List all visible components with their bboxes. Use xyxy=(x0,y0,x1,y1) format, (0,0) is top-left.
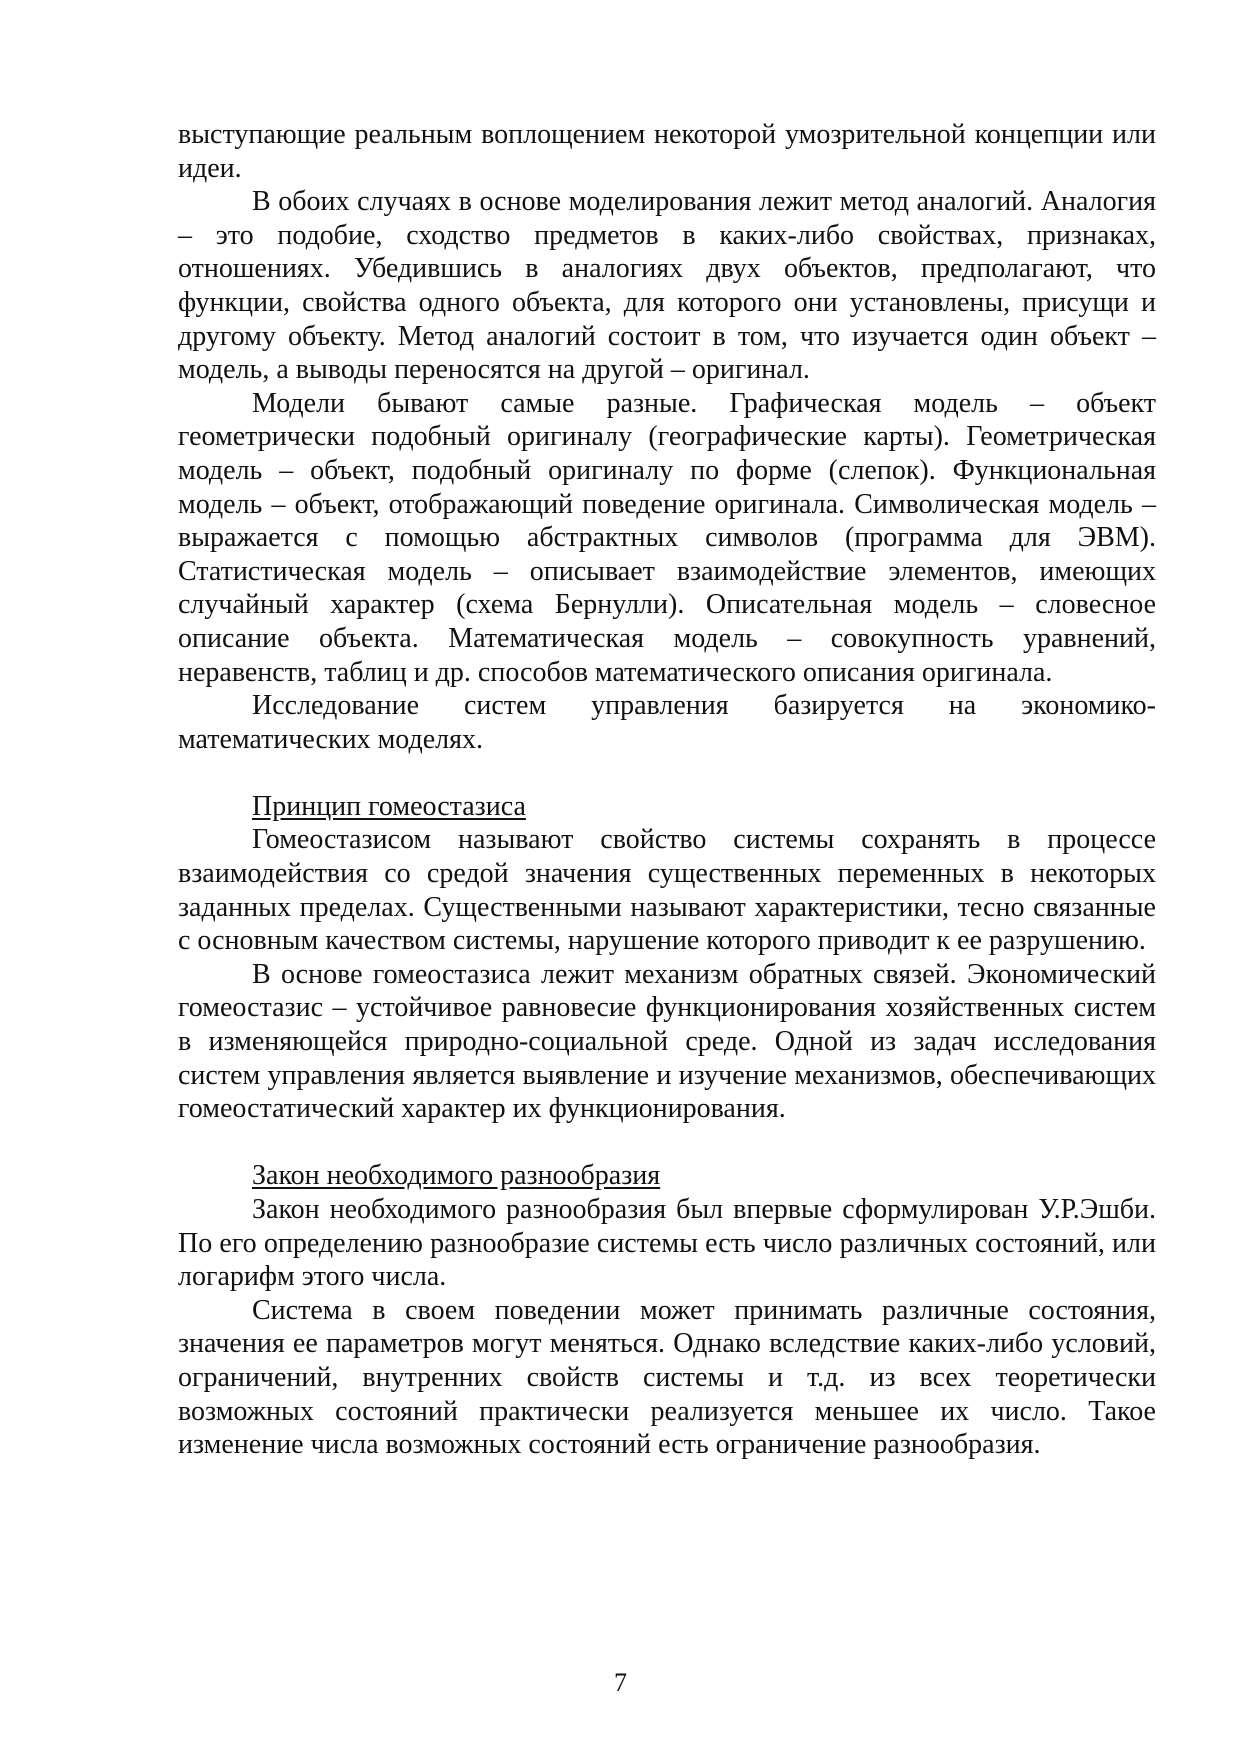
paragraph-control-systems: Исследование систем управления базируется на экономико-математических моделях. xyxy=(178,690,1156,755)
heading-homeostasis: Принцип гомеостазиса xyxy=(252,790,526,822)
page-number: 7 xyxy=(614,1668,627,1697)
paragraph-variety-limitation: Система в своем поведении может принимать различные состояния, значения ее параметров могут меняться. Однако вследствие каких-либо условий, ограничений, внутренних свойств системы и т.д. из всех теоретически возможных состояний практически реализуется меньшее их число. Такое изменение числа возможных состояний есть ограничение разнообразия. xyxy=(178,1294,1156,1461)
paragraph-variety-definition: Закон необходимого разнообразия был впервые сформулирован У.Р.Эшби. По его определению разнообразие системы есть число различных состояний, или логарифм этого числа. xyxy=(178,1194,1156,1293)
paragraph-analogy: В обоих случаях в основе моделирования лежит метод аналогий. Аналогия – это подобие, сходство предметов в каких-либо свойствах, признаках, отношениях. Убедившись в аналогиях двух объектов, предполагают, что функции, свойства одного объекта, для которого они установлены, присущи и другому объекту. Метод аналогий состоит в том, что изучается один объект – модель, а выводы переносятся на другой – оригинал. xyxy=(178,186,1156,386)
paragraph-continuation: выступающие реальным воплощением некоторой умозрительной концепции или идеи. xyxy=(178,119,1156,184)
paragraph-homeostasis-mechanism: В основе гомеостазиса лежит механизм обратных связей. Экономический гомеостазис – устойчивое равновесие функционирования хозяйственных систем в изменяющейся природно-социальной среде. Одной из задач исследования систем управления является выявление и изучение механизмов, обеспечивающих гомеостатический характер их функционирования. xyxy=(178,958,1156,1125)
document-page xyxy=(178,118,1156,1462)
paragraph-model-types: Модели бывают самые разные. Графическая модель – объект геометрически подобный оригиналу (географические карты). Геометрическая модель – объект, подобный оригиналу по форме (слепок). Функциональная модель – объект, отображающий поведение оригинала. Символическая модель – выражается с помощью абстрактных символов (программа для ЭВМ). Статистическая модель – описывает взаимодействие элементов, имеющих случайный характер (схема Бернулли). Описательная модель – словесное описание объекта. Математическая модель – совокупность уравнений, неравенств, таблиц и др. способов математического описания оригинала. xyxy=(178,387,1156,688)
paragraph-homeostasis-definition: Гомеостазисом называют свойство системы сохранять в процессе взаимодействия со средой значения существенных переменных в некоторых заданных пределах. Существенными называют характеристики, тесно связанные с основным качеством системы, нарушение которого приводит к ее разрушению. xyxy=(178,824,1156,957)
heading-requisite-variety: Закон необходимого разнообразия xyxy=(252,1160,661,1192)
